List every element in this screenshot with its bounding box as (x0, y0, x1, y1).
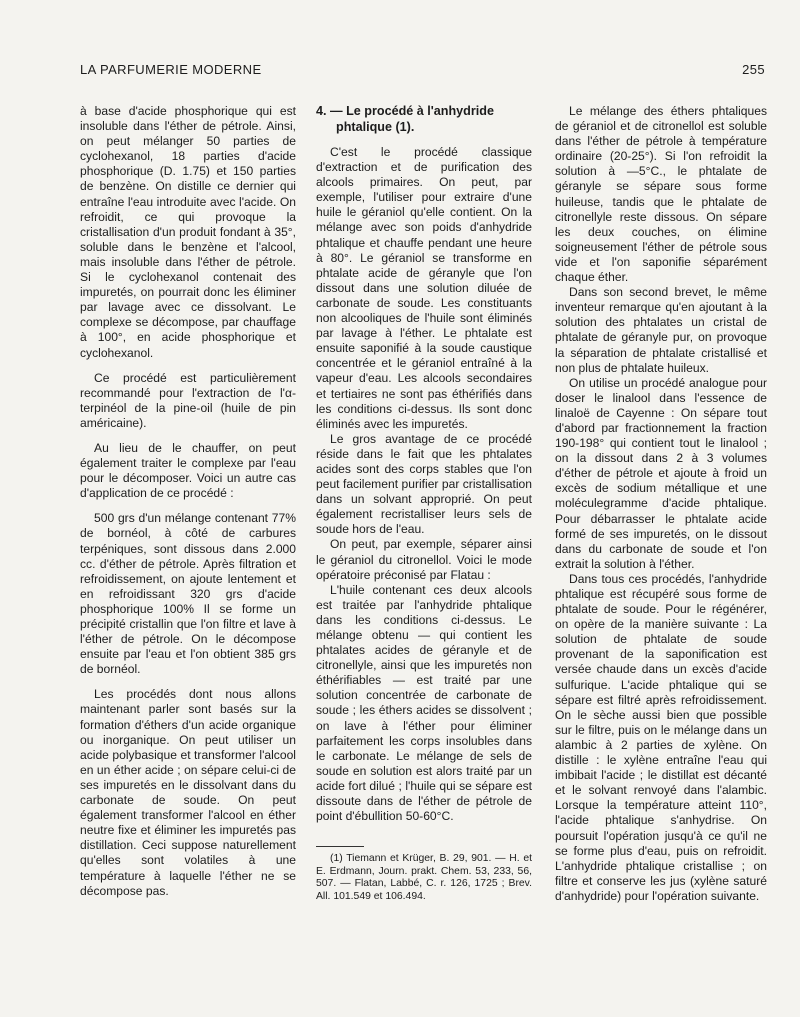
paragraph: Le gros avantage de ce procédé réside dans le fait que les phtalates acides sont des corps stables que l'on peut facilement purifier par cristallisation dans un solvant approprié. On peut également recristalliser leurs sels de soude hors de l'eau. (316, 431, 532, 537)
footnote-rule (316, 846, 364, 847)
paragraph: Ce procédé est particulièrement recommandé pour l'extraction de l'α-terpinéol de la pine-oil (huile de pin américaine). (80, 370, 296, 430)
page-number: 255 (742, 62, 765, 77)
section-heading (316, 104, 532, 135)
paragraph: à base d'acide phosphorique qui est insoluble dans l'éther de pétrole. Ainsi, on peut mélanger 50 parties de cyclohexanol, 18 parties d'acide phosphorique (D. 1.75) et 150 parties de benzène. On distille ce dernier qui entraîne l'eau introduite avec l'acide. On refroidit, ce qui provoque la cristallisation d'un produit fondant à 35°, soluble dans le benzène et l'alcool, mais insoluble dans l'éther de pétrole. Si le cyclohexanol contenait des impuretés, on pourrait donc les éliminer par lavage avec ce dissolvant. Le complexe se décompose, par chauffage à 100°, en acide phosphorique et cyclohexanol. (80, 104, 296, 360)
column-3 (555, 104, 767, 904)
paragraph: Les procédés dont nous allons maintenant parler sont basés sur la formation d'éthers d'un acide organique ou inorganique. On peut utiliser un acide polybasique et transformer l'alcool en un éther acide ; on sépare celui-ci de ses impuretés en le dissolvant dans du carbonate de soude. On peut également transformer l'alcool en éther neutre fixe et éliminer les impuretés pas distillation. Ceci suppose naturellement qu'elles sont volatiles à une température à laquelle l'éther ne se décompose pas. (80, 687, 296, 898)
section-heading-line-1: 4. — Le procédé à l'anhydride (316, 104, 494, 118)
paragraph: Le mélange des éthers phtaliques de géraniol et de citronellol est soluble dans l'éther de pétrole à température ordinaire (20-25°). Si l'on refroidit la solution à —5°C., le phtalate de géranyle se sépare sous forme huileuse, tandis que le phtalate de citronellyle reste dissous. On sépare les deux couches, on élimine soigneusement l'éther de pétrole sous vide et l'on saponifie séparément chaque éther. (555, 104, 767, 285)
running-head (80, 62, 765, 80)
paragraph: On peut, par exemple, séparer ainsi le géraniol du citronellol. Voici le mode opératoire préconisé par Flatau : (316, 537, 532, 582)
paragraph: Dans tous ces procédés, l'anhydride phtalique est récupéré sous forme de phtalate de soude. Pour le régénérer, on opère de la manière suivante : La solution de phtalate de soude provenant de la saponification est versée chaude dans un excès d'acide sulfurique. L'acide phtalique qui se sépare est filtré après refroidissement. On le sèche aussi bien que possible sur le filtre, puis on le mélange dans un alambic à 2 parties de xylène. On distille : le xylène entraîne l'eau qui imbibait l'acide ; le distillat est décanté et le solvant renvoyé dans l'alambic. Lorsque la température atteint 110°, l'acide phtalique s'anhydrise. On poursuit l'opération jusqu'à ce qu'il ne se forme plus d'eau, puis on refroidit. L'anhydride phtalique cristallise ; on filtre et conserve les jus (xylène saturé d'anhydride) pour l'opération suivante. (555, 571, 767, 903)
paragraph: C'est le procédé classique d'extraction et de purification des alcools primaires. On peut, par exemple, l'utiliser pour extraire d'une huile le géraniol qu'elle contient. On la mélange avec son poids d'anhydride phtalique et chauffe pendant une heure à 80°. Le géraniol se transforme en phtalate acide de géranyle que l'on dissout dans une solution diluée de carbonate de soude. Les constituants non alcooliques de l'huile sont éliminés par lavage à l'éther. Le phtalate est ensuite saponifié à la soude caustique concentrée et le géraniol entraîné à la vapeur d'eau. Les alcools secondaires et tertiaires ne sont pas éthérifiés dans les conditions ci-dessus. Ils sont donc éliminés avec les impuretés. (316, 145, 532, 431)
footnote: (1) Tiemann et Krüger, B. 29, 901. — H. et E. Erdmann, Journ. prakt. Chem. 53, 233, 56, 507. — Flatan, Labbé, C. r. 126, 1725 ; Brev. All. 101.549 et 106.494. (316, 853, 532, 902)
paragraph: Dans son second brevet, le même inventeur remarque qu'en ajoutant à la solution des phtalates un cristal de phtalate de géranyle pur, on provoque la séparation de phtalate cristallisé et non plus de phtalate huileux. (555, 285, 767, 375)
paragraph: L'huile contenant ces deux alcools est traitée par l'anhydride phtalique dans les conditions ci-dessus. Le mélange obtenu — qui contient les phtalates acides de géranyle et de citronellyle, ainsi que les impuretés non éthérifiables — est traité par une solution concentrée de carbonate de soude ; les éthers acides se dissolvent ; on lave à l'éther pour éliminer parfaitement les corps insolubles dans le carbonate. Le mélange de sels de soude en solution est alors traité par un acide fort dilué ; l'huile qui se sépare est dissoute dans de l'éther de pétrole de point d'ébullition 50-60°C. (316, 582, 532, 824)
paragraph: 500 grs d'un mélange contenant 77% de bornéol, à côté de carbures terpéniques, sont dissous dans 2.000 cc. d'éther de pétrole. Après filtration et refroidissement, on ajoute lentement et en refroidissant 320 grs d'acide phosphorique 100% Il se forme un précipité cristallin que l'on filtre et lave à l'éther de pétrole. On le décompose ensuite par l'eau et l'on obtient 385 grs de bornéol. (80, 511, 296, 677)
journal-title: LA PARFUMERIE MODERNE (80, 62, 262, 77)
column-2 (316, 104, 532, 904)
section-heading-line-2: phtalique (1). (336, 119, 415, 134)
column-1 (80, 104, 296, 909)
paragraph: Au lieu de le chauffer, on peut également traiter le complexe par l'eau pour le décomposer. Voici un autre cas d'application de ce procédé : (80, 440, 296, 501)
paragraph: On utilise un procédé analogue pour doser le linalool dans l'essence de linaloë de Cayenne : On sépare tout d'abord par fractionnement la fraction 190-198° qui contient tout le linalool ; on la dissout dans 2 à 3 volumes d'éther de pétrole et ajoute à froid un excès de sodium métallique et une moléculegramme d'acide phtalique. Pour débarrasser le phtalate acide formé de ses impuretés, on le dissout dans du carbonate de soude et l'on extrait la solution à l'éther. (555, 375, 767, 571)
